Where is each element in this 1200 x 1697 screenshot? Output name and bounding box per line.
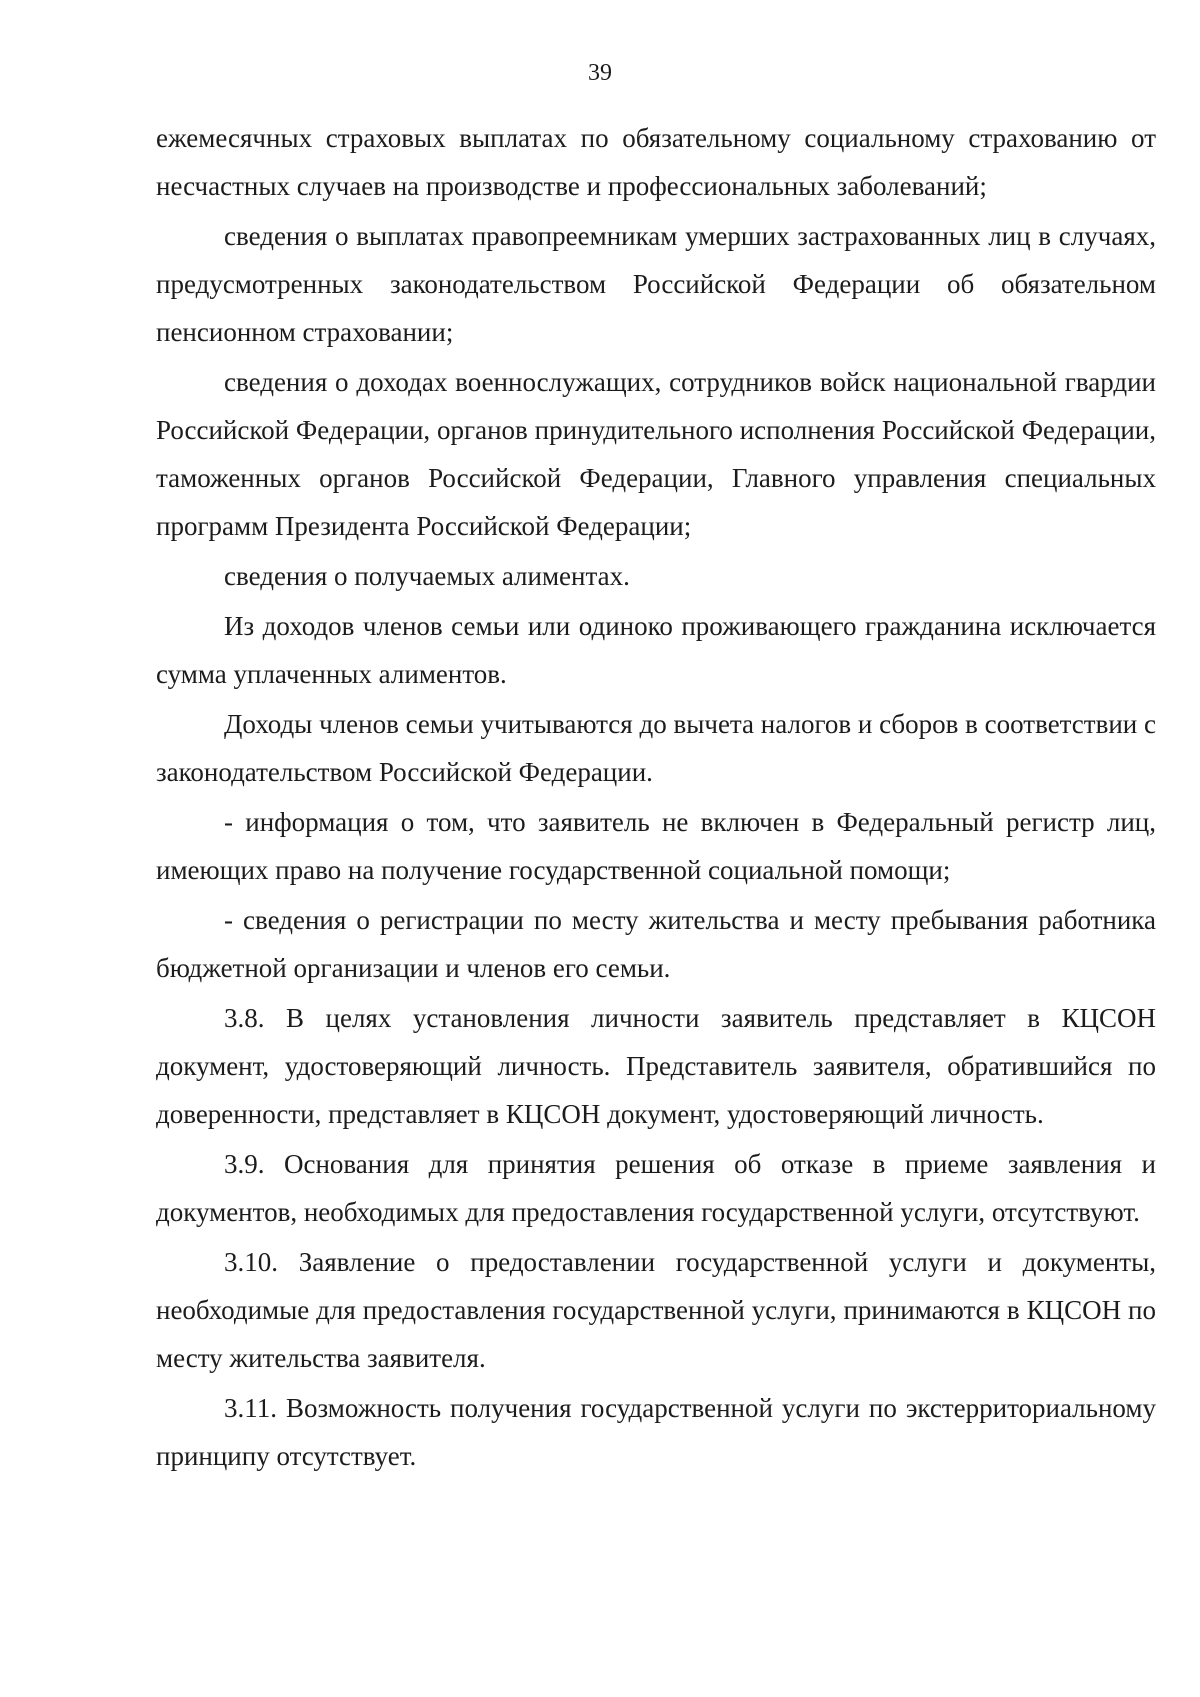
paragraph-alimony-received: сведения о получаемых алиментах. (224, 561, 630, 591)
page-number: 39 (588, 60, 612, 86)
paragraph-alimony-excluded: Из доходов членов семьи или одиноко проживающего гражданина исключается сумма уплаченных алиментов. (156, 611, 1156, 689)
paragraph-successor-payments: сведения о выплатах правопреемникам умерших застрахованных лиц в случаях, предусмотренных законодательством Российской Федерации об обязательном пенсионном страховании; (156, 221, 1156, 347)
paragraph-insurance-payments: ежемесячных страховых выплатах по обязательному социальному страхованию от несчастных случаев на производстве и профессиональных заболеваний; (156, 123, 1156, 201)
paragraph-military-income: сведения о доходах военнослужащих, сотрудников войск национальной гвардии Российской Федерации, органов принудительного исполнения Российской Федерации, таможенных органов Российской Федерации, Главного управления специальных программ Президента Российской Федерации; (156, 367, 1156, 541)
paragraph-section-3-8: 3.8. В целях установления личности заявитель представляет в КЦСОН документ, удостоверяющий личность. Представитель заявителя, обратившийся по доверенности, представляет в КЦСОН документ, удостоверяющий личность. (156, 1003, 1156, 1129)
paragraph-section-3-11: 3.11. Возможность получения государственной услуги по экстерриториальному принципу отсутствует. (156, 1393, 1156, 1471)
document-body (156, 114, 1156, 1482)
paragraph-federal-register: - информация о том, что заявитель не включен в Федеральный регистр лиц, имеющих право на получение государственной социальной помощи; (156, 807, 1156, 885)
paragraph-registration-info: - сведения о регистрации по месту жительства и месту пребывания работника бюджетной организации и членов его семьи. (156, 905, 1156, 983)
paragraph-section-3-10: 3.10. Заявление о предоставлении государственной услуги и документы, необходимые для предоставления государственной услуги, принимаются в КЦСОН по месту жительства заявителя. (156, 1247, 1156, 1373)
paragraph-income-before-tax: Доходы членов семьи учитываются до вычета налогов и сборов в соответствии с законодательством Российской Федерации. (156, 709, 1156, 787)
paragraph-section-3-9: 3.9. Основания для принятия решения об отказе в приеме заявления и документов, необходимых для предоставления государственной услуги, отсутствуют. (156, 1149, 1156, 1227)
